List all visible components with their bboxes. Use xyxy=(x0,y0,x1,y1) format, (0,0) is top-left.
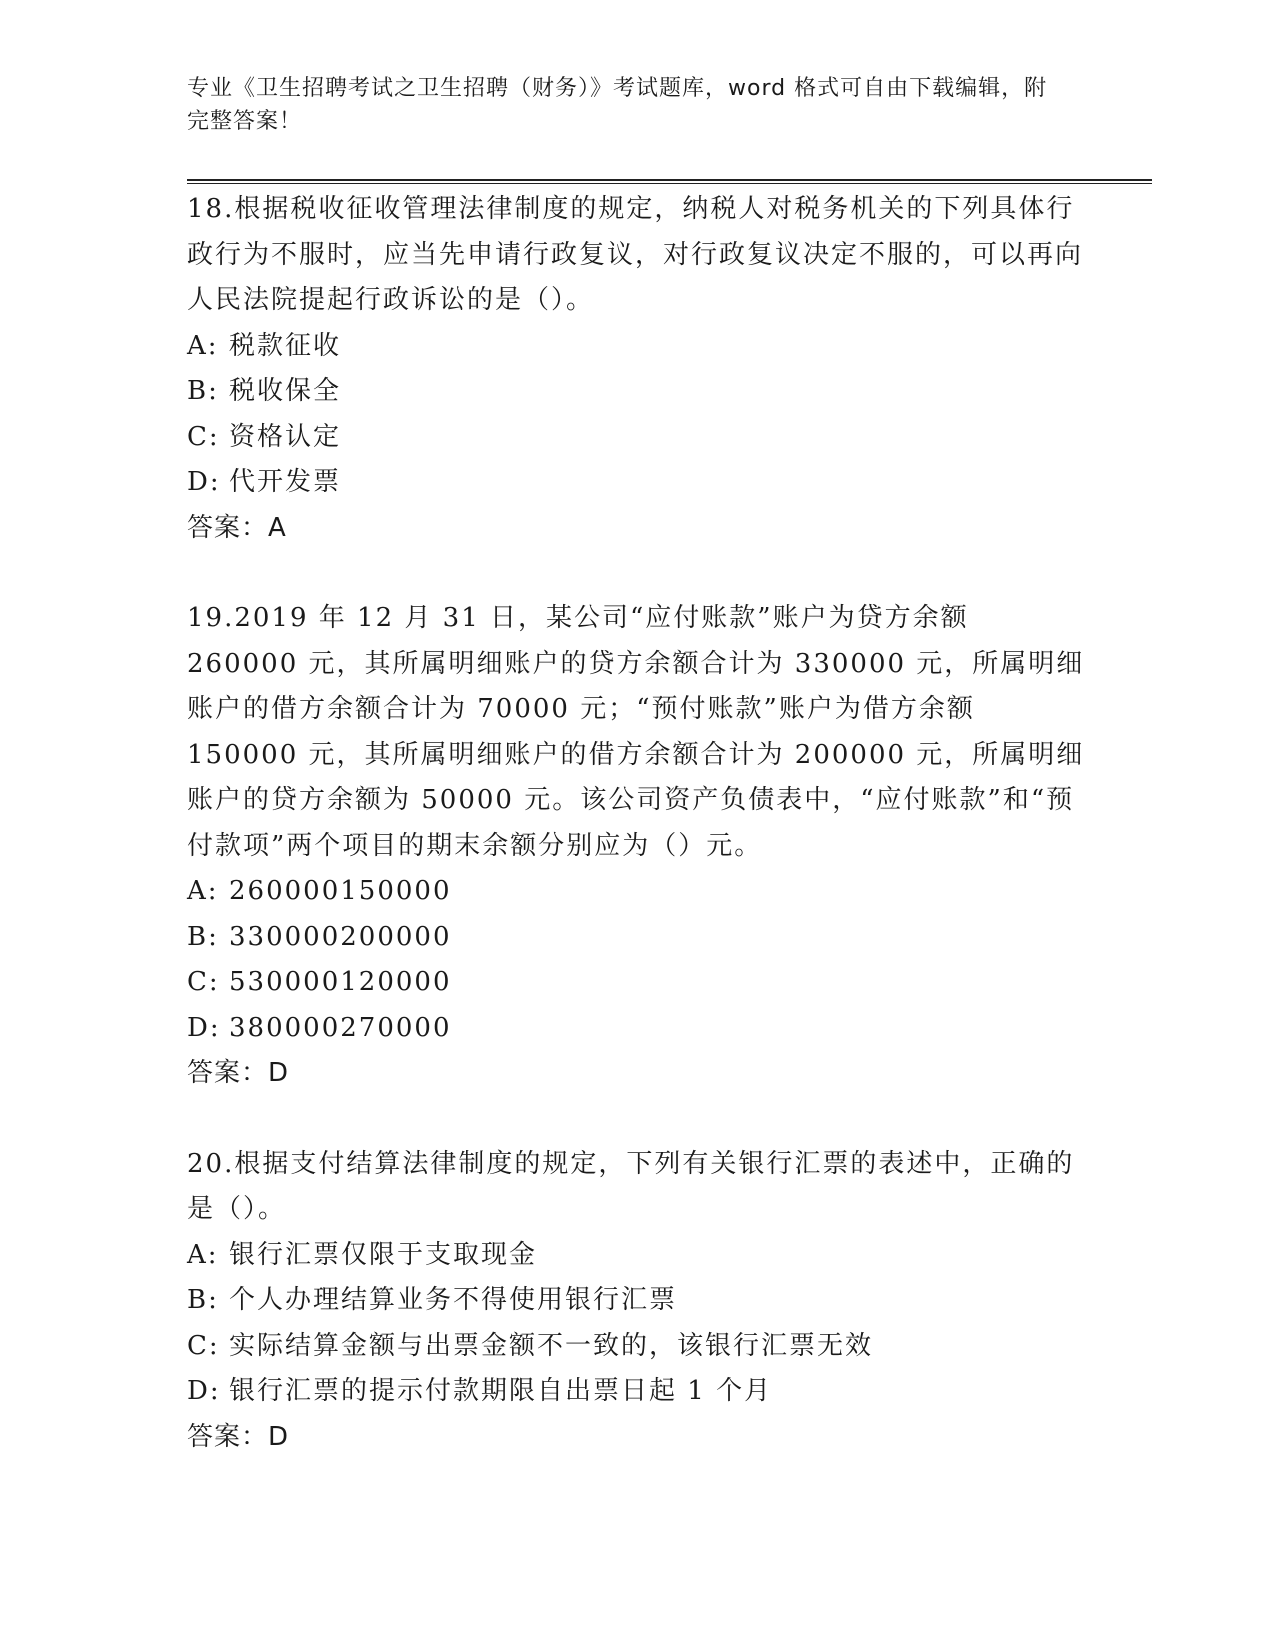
option-text: 银行汇票仅限于支取现金 xyxy=(229,1239,538,1270)
option-b xyxy=(187,1278,1087,1324)
option-text: 税款征收 xyxy=(229,330,342,361)
document-header: 专业《卫生招聘考试之卫生招聘（财务）》考试题库，word 格式可自由下载编辑，附完整答案！ xyxy=(187,76,1048,134)
option-letter: B: xyxy=(187,1285,219,1315)
option-b xyxy=(187,915,1087,961)
answer-line: 答案：D xyxy=(187,1421,290,1452)
question-stem: 20.根据支付结算法律制度的规定，下列有关银行汇票的表述中，正确的是（）。 xyxy=(187,1148,1075,1224)
option-letter: D: xyxy=(187,1012,221,1043)
option-letter: C: xyxy=(187,967,220,997)
option-text: 资格认定 xyxy=(229,421,342,452)
option-text: 260000150000 xyxy=(229,876,452,906)
option-letter: A: xyxy=(187,330,219,361)
option-d xyxy=(187,1006,1087,1052)
option-d xyxy=(187,460,1087,506)
question-stem: 19.2019 年 12 月 31 日，某公司“应付账款”账户为贷方余额 260000 元，其所属明细账户的贷方余额合计为 330000 元，所属明细账户的借方余额合计为 70000 元；“预付账款”账户为借方余额 150000 元，其所属明细账户的借方余额合计为 200000 元，所属明细账户的贷方余额为 50000 元。该公司资产负债表中，“应付账款”和“预付款项”两个项目的期末余额分别应为（）元。 xyxy=(187,603,1085,861)
option-text: 税收保全 xyxy=(229,376,342,406)
answer-line: 答案：D xyxy=(187,1058,290,1088)
option-d xyxy=(187,1369,1087,1415)
answer-line: 答案：A xyxy=(187,512,287,543)
option-c xyxy=(187,1324,1087,1370)
option-letter: C: xyxy=(187,421,220,452)
option-b xyxy=(187,369,1087,415)
option-text: 380000270000 xyxy=(229,1012,452,1043)
option-a xyxy=(187,324,1087,370)
option-letter: A: xyxy=(187,1239,219,1270)
option-c xyxy=(187,415,1087,461)
option-a xyxy=(187,869,1087,915)
option-a xyxy=(187,1233,1087,1279)
option-letter: A: xyxy=(187,876,219,906)
option-letter: B: xyxy=(187,376,219,406)
option-text: 530000120000 xyxy=(229,967,452,997)
option-text: 银行汇票的提示付款期限自出票日起 1 个月 xyxy=(229,1376,773,1406)
option-text: 代开发票 xyxy=(229,467,342,497)
question-19 xyxy=(187,596,1087,1097)
header-divider-thin xyxy=(187,183,1152,184)
question-20 xyxy=(187,1142,1087,1461)
question-spacer xyxy=(187,1097,1087,1142)
option-text: 实际结算金额与出票金额不一致的，该银行汇票无效 xyxy=(229,1330,874,1361)
option-letter: B: xyxy=(187,921,219,952)
question-list xyxy=(187,187,1087,1460)
option-letter: D: xyxy=(187,467,221,497)
option-letter: D: xyxy=(187,1376,221,1406)
question-spacer xyxy=(187,551,1087,596)
option-text: 个人办理结算业务不得使用银行汇票 xyxy=(229,1285,678,1315)
option-c xyxy=(187,960,1087,1006)
option-letter: C: xyxy=(187,1330,220,1361)
question-stem: 18.根据税收征收管理法律制度的规定，纳税人对税务机关的下列具体行政行为不服时，应当先申请行政复议，对行政复议决定不服的，可以再向人民法院提起行政诉讼的是（）。 xyxy=(187,194,1084,315)
header-divider-thick xyxy=(187,179,1152,181)
option-text: 330000200000 xyxy=(229,921,452,952)
question-18 xyxy=(187,187,1087,551)
